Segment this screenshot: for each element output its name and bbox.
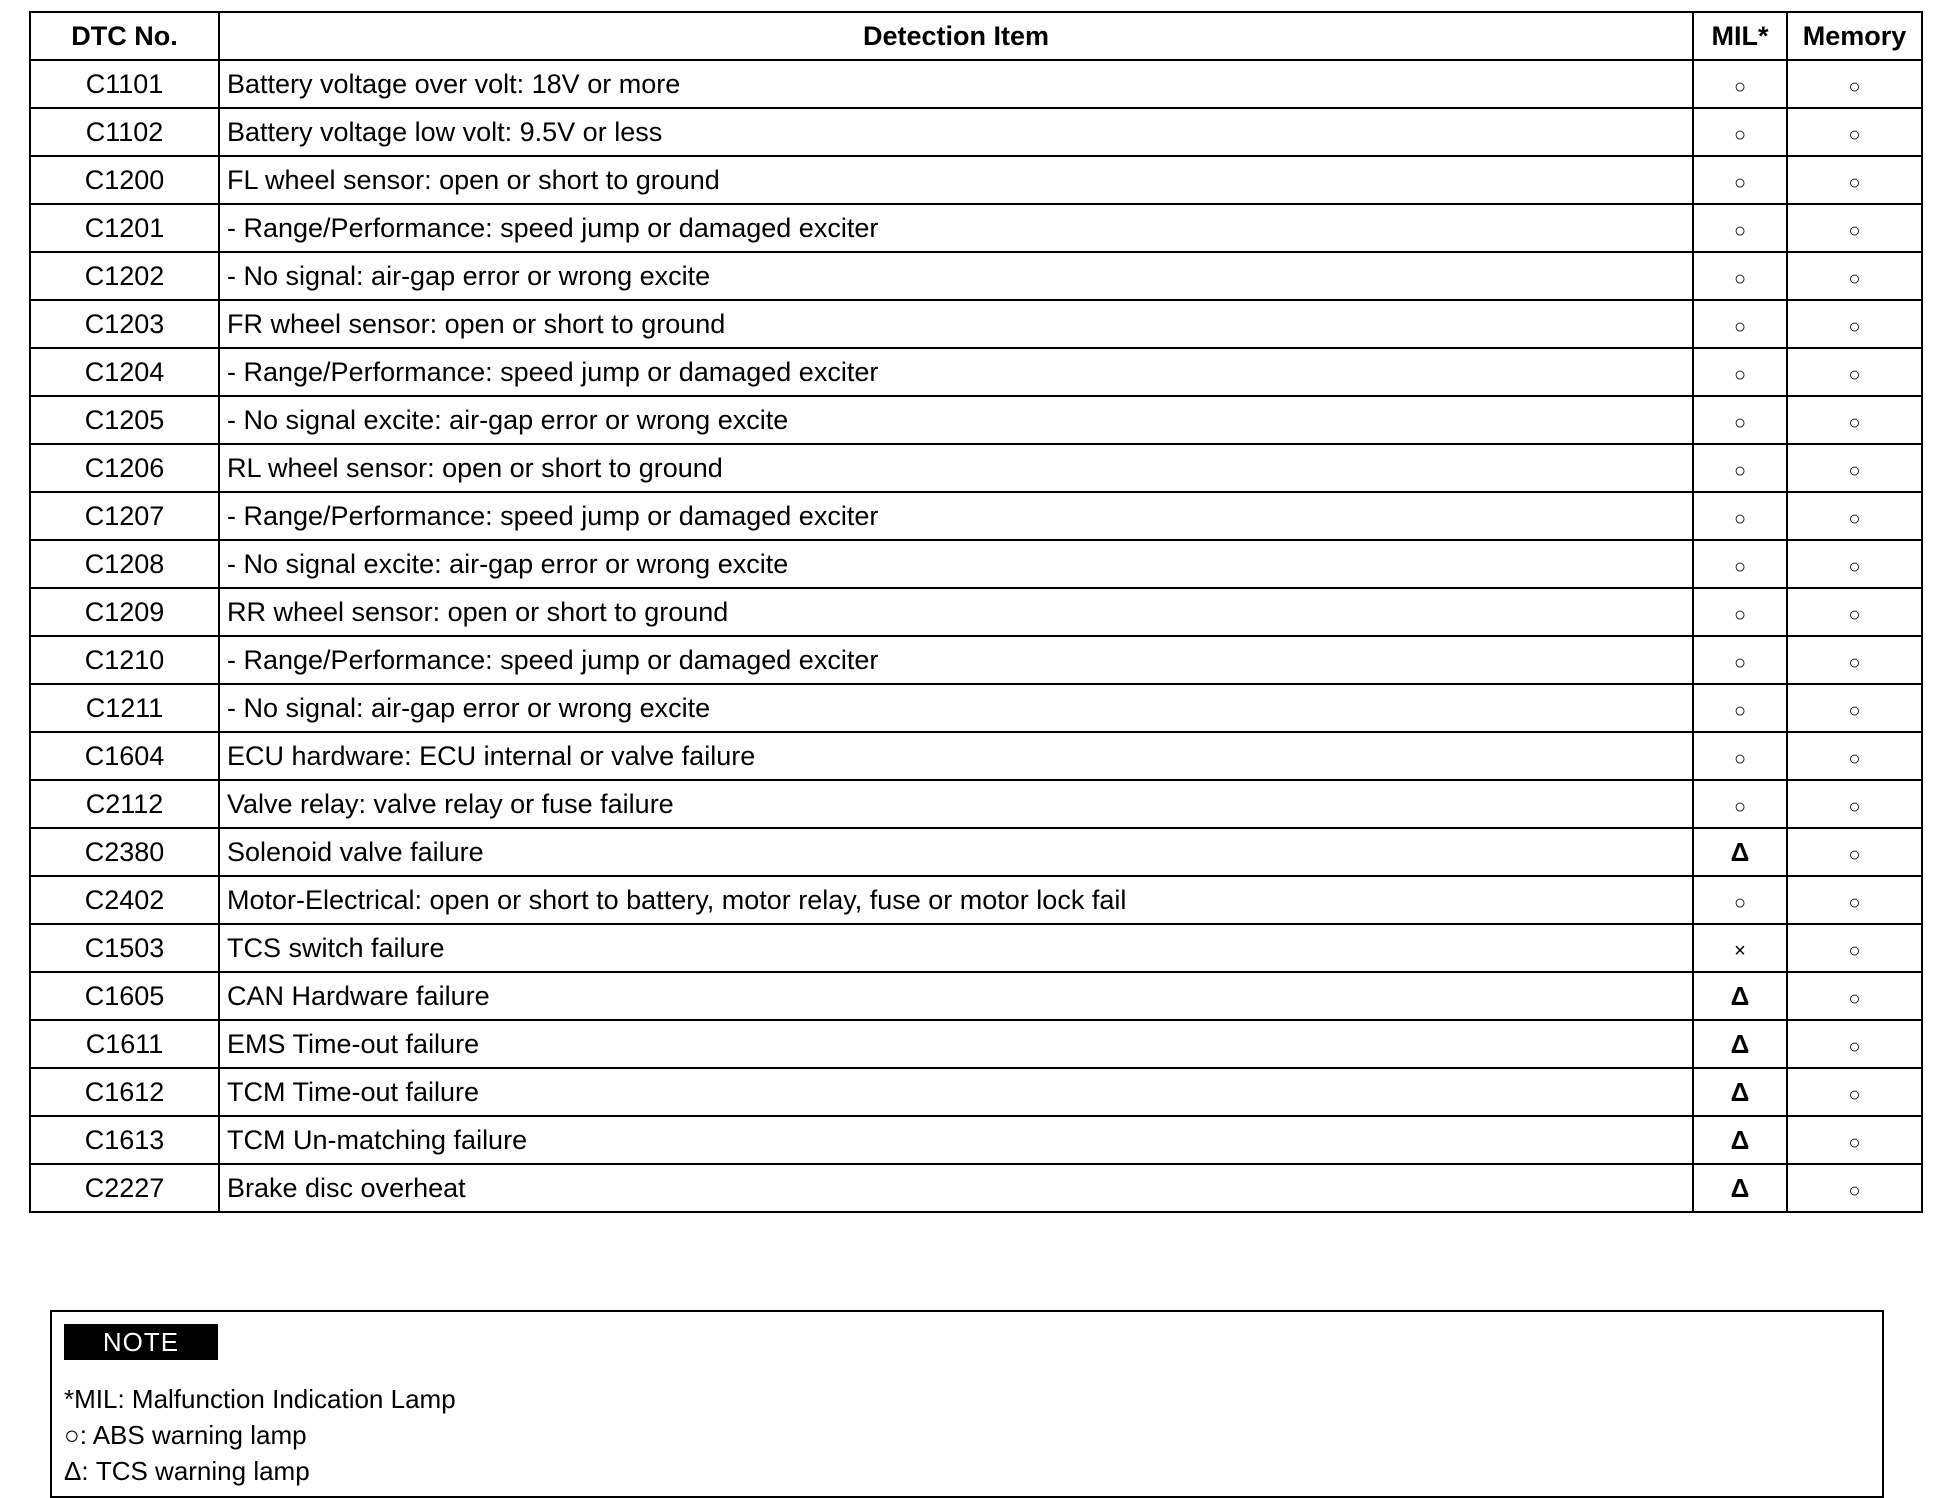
note-line-tcs: Δ: TCS warning lamp: [64, 1456, 310, 1486]
detection-item-cell: - No signal excite: air-gap error or wrong excite: [219, 396, 1693, 444]
memory-cell: [1787, 204, 1922, 252]
memory-cell: [1787, 828, 1922, 876]
detection-item-cell: Battery voltage over volt: 18V or more: [219, 60, 1693, 108]
detection-item-cell: - Range/Performance: speed jump or damaged exciter: [219, 636, 1693, 684]
dtc-code-cell: C2380: [30, 828, 219, 876]
header-mil: MIL*: [1693, 12, 1787, 60]
note-line-abs: ○: ABS warning lamp: [64, 1420, 307, 1450]
memory-cell: [1787, 876, 1922, 924]
abs-lamp-symbol: ○: [1848, 795, 1861, 818]
abs-lamp-symbol: ○: [1848, 267, 1861, 290]
memory-cell: [1787, 348, 1922, 396]
table-row: [30, 972, 1922, 1020]
mil-cell: [1693, 444, 1787, 492]
detection-item-cell: Battery voltage low volt: 9.5V or less: [219, 108, 1693, 156]
mil-cell: [1693, 876, 1787, 924]
tcs-lamp-symbol: Δ: [1730, 1124, 1750, 1155]
dtc-code-cell: C1203: [30, 300, 219, 348]
memory-cell: [1787, 588, 1922, 636]
table-body: [30, 60, 1922, 1212]
mil-cell: [1693, 492, 1787, 540]
detection-item-cell: RL wheel sensor: open or short to ground: [219, 444, 1693, 492]
mil-cell: [1693, 1068, 1787, 1116]
dtc-code-cell: C2402: [30, 876, 219, 924]
abs-lamp-symbol: ○: [1848, 411, 1861, 434]
dtc-code-cell: C1206: [30, 444, 219, 492]
note-box: [50, 1310, 1884, 1498]
detection-item-cell: - No signal excite: air-gap error or wrong excite: [219, 540, 1693, 588]
dtc-code-cell: C1612: [30, 1068, 219, 1116]
mil-cell: [1693, 780, 1787, 828]
mil-cell: [1693, 252, 1787, 300]
header-detection-item: Detection Item: [219, 12, 1693, 60]
detection-item-cell: - Range/Performance: speed jump or damaged exciter: [219, 348, 1693, 396]
table-row: [30, 684, 1922, 732]
detection-item-cell: ECU hardware: ECU internal or valve failure: [219, 732, 1693, 780]
table-header-row: [30, 12, 1922, 60]
detection-item-cell: TCM Un-matching failure: [219, 1116, 1693, 1164]
abs-lamp-symbol: ○: [1848, 651, 1861, 674]
note-line-mil: *MIL: Malfunction Indication Lamp: [64, 1384, 456, 1414]
tcs-lamp-symbol: Δ: [1730, 1076, 1750, 1107]
memory-cell: [1787, 636, 1922, 684]
mil-cell: [1693, 636, 1787, 684]
detection-item-cell: - No signal: air-gap error or wrong excite: [219, 684, 1693, 732]
dtc-code-cell: C2227: [30, 1164, 219, 1212]
table-row: [30, 156, 1922, 204]
detection-item-cell: FR wheel sensor: open or short to ground: [219, 300, 1693, 348]
detection-item-cell: Valve relay: valve relay or fuse failure: [219, 780, 1693, 828]
mil-cell: [1693, 300, 1787, 348]
abs-lamp-symbol: ○: [1848, 987, 1861, 1010]
abs-lamp-symbol: ○: [1733, 459, 1747, 482]
table-row: [30, 1068, 1922, 1116]
tcs-lamp-symbol: Δ: [1730, 836, 1750, 867]
table-row: [30, 108, 1922, 156]
abs-lamp-symbol: ○: [1733, 363, 1747, 386]
table-row: [30, 780, 1922, 828]
header-memory: Memory: [1787, 12, 1922, 60]
abs-lamp-symbol: ○: [1733, 603, 1747, 626]
memory-cell: [1787, 444, 1922, 492]
abs-lamp-symbol: ○: [1733, 171, 1747, 194]
memory-cell: [1787, 1068, 1922, 1116]
note-label: NOTE: [64, 1324, 218, 1360]
dtc-code-cell: C1207: [30, 492, 219, 540]
dtc-code-cell: C1211: [30, 684, 219, 732]
abs-lamp-symbol: ○: [1733, 315, 1747, 338]
mil-cell: [1693, 396, 1787, 444]
table-row: [30, 732, 1922, 780]
dtc-code-cell: C1205: [30, 396, 219, 444]
table-row: [30, 348, 1922, 396]
abs-lamp-symbol: ○: [1733, 891, 1747, 914]
detection-item-cell: Brake disc overheat: [219, 1164, 1693, 1212]
abs-lamp-symbol: ○: [1848, 891, 1861, 914]
abs-lamp-symbol: ○: [1848, 75, 1861, 98]
abs-lamp-symbol: ○: [1733, 795, 1747, 818]
dtc-code-cell: C1201: [30, 204, 219, 252]
header-dtc-no: DTC No.: [30, 12, 219, 60]
dtc-table: [29, 11, 1923, 1213]
mil-cell: [1693, 588, 1787, 636]
table-row: [30, 636, 1922, 684]
table-row: [30, 444, 1922, 492]
abs-lamp-symbol: ○: [1733, 699, 1747, 722]
abs-lamp-symbol: ○: [1848, 315, 1861, 338]
mil-cell: [1693, 540, 1787, 588]
dtc-code-cell: C1613: [30, 1116, 219, 1164]
memory-cell: [1787, 972, 1922, 1020]
dtc-code-cell: C1101: [30, 60, 219, 108]
dtc-code-cell: C2112: [30, 780, 219, 828]
memory-cell: [1787, 732, 1922, 780]
memory-cell: [1787, 300, 1922, 348]
abs-lamp-symbol: ○: [1848, 1131, 1861, 1154]
mil-cell: [1693, 924, 1787, 972]
memory-cell: [1787, 108, 1922, 156]
memory-cell: [1787, 924, 1922, 972]
detection-item-cell: EMS Time-out failure: [219, 1020, 1693, 1068]
dtc-code-cell: C1605: [30, 972, 219, 1020]
detection-item-cell: FL wheel sensor: open or short to ground: [219, 156, 1693, 204]
abs-lamp-symbol: ○: [1848, 603, 1861, 626]
abs-lamp-symbol: ○: [1733, 555, 1747, 578]
table-row: [30, 252, 1922, 300]
abs-lamp-symbol: ○: [1848, 843, 1861, 866]
mil-cell: [1693, 156, 1787, 204]
abs-lamp-symbol: ○: [1848, 459, 1861, 482]
abs-lamp-symbol: ○: [1733, 411, 1747, 434]
dtc-code-cell: C1204: [30, 348, 219, 396]
mil-cell: [1693, 828, 1787, 876]
abs-lamp-symbol: ○: [1733, 747, 1747, 770]
abs-lamp-symbol: ○: [1733, 651, 1747, 674]
tcs-lamp-symbol: Δ: [1730, 1028, 1750, 1059]
table-row: [30, 828, 1922, 876]
table-row: [30, 588, 1922, 636]
mil-cell: [1693, 1164, 1787, 1212]
mil-cell: [1693, 1020, 1787, 1068]
detection-item-cell: - No signal: air-gap error or wrong excite: [219, 252, 1693, 300]
mil-cell: [1693, 60, 1787, 108]
tcs-lamp-symbol: Δ: [1730, 980, 1750, 1011]
dtc-code-cell: C1604: [30, 732, 219, 780]
dtc-code-cell: C1611: [30, 1020, 219, 1068]
detection-item-cell: TCM Time-out failure: [219, 1068, 1693, 1116]
tcs-lamp-symbol: Δ: [1730, 1172, 1750, 1203]
abs-lamp-symbol: ○: [1733, 267, 1747, 290]
memory-cell: [1787, 780, 1922, 828]
memory-cell: [1787, 60, 1922, 108]
table-row: [30, 876, 1922, 924]
mil-cell: [1693, 108, 1787, 156]
detection-item-cell: CAN Hardware failure: [219, 972, 1693, 1020]
dtc-code-cell: C1208: [30, 540, 219, 588]
abs-lamp-symbol: ○: [1848, 555, 1861, 578]
memory-cell: [1787, 252, 1922, 300]
abs-lamp-symbol: ○: [1733, 219, 1747, 242]
detection-item-cell: - Range/Performance: speed jump or damaged exciter: [219, 204, 1693, 252]
memory-cell: [1787, 396, 1922, 444]
dtc-code-cell: C1503: [30, 924, 219, 972]
table-row: [30, 396, 1922, 444]
mil-cell: [1693, 732, 1787, 780]
abs-lamp-symbol: ○: [1848, 699, 1861, 722]
memory-cell: [1787, 684, 1922, 732]
abs-lamp-symbol: ○: [1733, 123, 1747, 146]
mil-cell: [1693, 204, 1787, 252]
abs-lamp-symbol: ○: [1848, 939, 1861, 962]
abs-lamp-symbol: ○: [1733, 75, 1747, 98]
table-row: [30, 300, 1922, 348]
table-row: [30, 492, 1922, 540]
memory-cell: [1787, 1164, 1922, 1212]
detection-item-cell: RR wheel sensor: open or short to ground: [219, 588, 1693, 636]
dtc-code-cell: C1200: [30, 156, 219, 204]
table-row: [30, 1020, 1922, 1068]
dtc-code-cell: C1102: [30, 108, 219, 156]
memory-cell: [1787, 540, 1922, 588]
abs-lamp-symbol: ○: [1848, 171, 1861, 194]
abs-lamp-symbol: ○: [1848, 1083, 1861, 1106]
abs-lamp-symbol: ○: [1848, 1035, 1861, 1058]
abs-lamp-symbol: ○: [1848, 219, 1861, 242]
memory-cell: [1787, 156, 1922, 204]
mil-cell: [1693, 684, 1787, 732]
abs-lamp-symbol: ○: [1733, 507, 1747, 530]
dtc-code-cell: C1202: [30, 252, 219, 300]
abs-lamp-symbol: ○: [1848, 123, 1861, 146]
abs-lamp-symbol: ○: [1848, 507, 1861, 530]
detection-item-cell: TCS switch failure: [219, 924, 1693, 972]
no-lamp-symbol: ×: [1734, 939, 1746, 962]
dtc-code-cell: C1209: [30, 588, 219, 636]
memory-cell: [1787, 1116, 1922, 1164]
table-row: [30, 1164, 1922, 1212]
mil-cell: [1693, 972, 1787, 1020]
abs-lamp-symbol: ○: [1848, 1179, 1861, 1202]
table-row: [30, 204, 1922, 252]
abs-lamp-symbol: ○: [1848, 747, 1861, 770]
detection-item-cell: Motor-Electrical: open or short to battery, motor relay, fuse or motor lock fail: [219, 876, 1693, 924]
memory-cell: [1787, 1020, 1922, 1068]
table-row: [30, 1116, 1922, 1164]
table-row: [30, 60, 1922, 108]
table-row: [30, 540, 1922, 588]
table-row: [30, 924, 1922, 972]
detection-item-cell: - Range/Performance: speed jump or damaged exciter: [219, 492, 1693, 540]
detection-item-cell: Solenoid valve failure: [219, 828, 1693, 876]
abs-lamp-symbol: ○: [1848, 363, 1861, 386]
dtc-code-cell: C1210: [30, 636, 219, 684]
mil-cell: [1693, 1116, 1787, 1164]
mil-cell: [1693, 348, 1787, 396]
memory-cell: [1787, 492, 1922, 540]
